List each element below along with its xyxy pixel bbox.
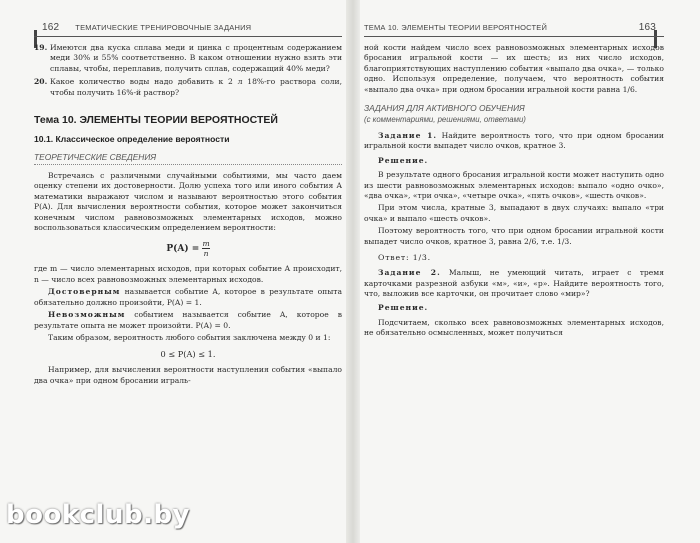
running-header: ТЕМАТИЧЕСКИЕ ТРЕНИРОВОЧНЫЕ ЗАДАНИЯ [75,23,252,32]
paragraph: Таким образом, вероятность любого события заключена между 0 и 1: [48,332,331,342]
task-1 [364,131,664,152]
paragraph: Подсчитаем, сколько всех равновозможных элементарных исходов, не обязательно осмысленных, может получиться [364,317,664,338]
formula-fraction [202,239,209,258]
book-gutter [346,0,360,543]
problem-19 [34,43,342,74]
problem-text: Какое количество воды надо добавить к 2 л 18%-го раствора соли, чтобы получить 16%-й раствор? [50,77,342,97]
tasks-title: ЗАДАНИЯ ДЛЯ АКТИВНОГО ОБУЧЕНИЯ [364,103,525,114]
tasks-subtitle: (с комментариями, решениями, ответами) [364,115,526,125]
paragraph-text: называется событие A, которое в результате опыта обязательно должно произойти, P(A) = 1. [34,287,342,307]
watermark-logo: bookclub.by [6,500,191,530]
formula-lhs: P(A) = [166,244,200,255]
problem-number: 19. [34,43,48,52]
page-number: 163 [638,22,656,33]
paragraph: В результате одного бросания игральной кости может наступить одно из шести равновозможных элементарных исходов: выпало «одно очко», «два очка», «три очка», «четыре очка», «пять очков», «шесть очков». [364,170,664,201]
solution-label: Решение. [378,303,429,313]
paragraph: Например, для вычисления вероятности наступления события «выпало два очка» при одном бросании играль- [34,365,342,385]
subsection-title: ТЕОРЕТИЧЕСКИЕ СВЕДЕНИЯ [34,152,342,165]
paragraph: Встречаясь с различными случайными событиями, мы часто даем оценку степени их достоверности. Долю успеха того или иного события A математики выражают числом и называют вероятностью этого события P(A). Для вычисления вероятности события, которое может закончиться конечным числом равновозможных элементарных исходов, можно воспользоваться классическим определением вероятности: [34,171,342,233]
right-page-header [364,22,664,37]
problem-text: Имеются два куска сплава меди и цинка с процентным содержанием меди 30% и 55% соответственно. В каком отношении нужно взять эти сплавы, чтобы, переплавив, получить сплав, содержащий 40% меди? [50,43,342,73]
answer: Ответ: 1/3. [378,253,431,263]
task-text: Найдите вероятность того, что при одном бросании игральной кости выпадет число очков, кратное 3. [364,131,664,151]
topic-title: Тема 10. ЭЛЕМЕНТЫ ТЕОРИИ ВЕРОЯТНОСТЕЙ [34,114,278,127]
paragraph [34,310,342,331]
paragraph: где m — число элементарных исходов, при которых событие A происходит, n — число всех равновозможных элементарных исходов. [34,264,342,284]
task-label: Задание 2. [378,268,441,278]
bold-term: Достоверным [48,287,121,297]
bold-term: Невозможным [48,310,126,320]
paragraph: При этом числа, кратные 3, выпадают в двух случаях: выпало «три очка» и выпало «шесть очков». [364,203,664,223]
left-page [34,22,342,537]
paragraph [34,287,342,308]
fraction-numerator: m [202,239,210,249]
task-label: Задание 1. [378,131,438,141]
probability-formula [34,239,342,258]
inequality-formula: 0 ≤ P(A) ≤ 1. [160,349,216,360]
page-number: 162 [42,22,60,33]
paragraph-text: событием называется событие A, которое в результате опыта не может произойти. P(A) = 0. [34,310,342,330]
task-2 [364,268,664,299]
right-page [364,22,664,537]
problem-number: 20. [34,77,48,87]
fraction-denominator: n [203,249,209,259]
solution-label: Решение. [378,155,429,165]
problem-20 [34,77,342,98]
running-header: ТЕМА 10. ЭЛЕМЕНТЫ ТЕОРИИ ВЕРОЯТНОСТЕЙ [364,23,548,32]
task-text: Малыш, не умеющий читать, играет с тремя карточками разрезной азбуки «м», «и», «р». Найдите вероятность того, что, выложив все карточки, он прочитает слово «мир»? [364,268,664,298]
paragraph: Поэтому вероятность того, что при одном бросании игральной кости выпадет число очков, кратное 3, равна 2/6, т.е. 1/3. [364,226,664,246]
left-page-header [34,22,342,37]
paragraph: ной кости найдем число всех равновозможных элементарных исходов бросания игральной кости — их шесть; из них число исходов, благоприятствующих наступлению события «выпало два очка», — только одно. Используя определение, получаем, что вероятность события «выпало два очка» при одном бросании игральной кости равна 1/6. [364,43,664,94]
tasks-heading [364,103,664,125]
section-title: 10.1. Классическое определение вероятности [34,134,230,145]
